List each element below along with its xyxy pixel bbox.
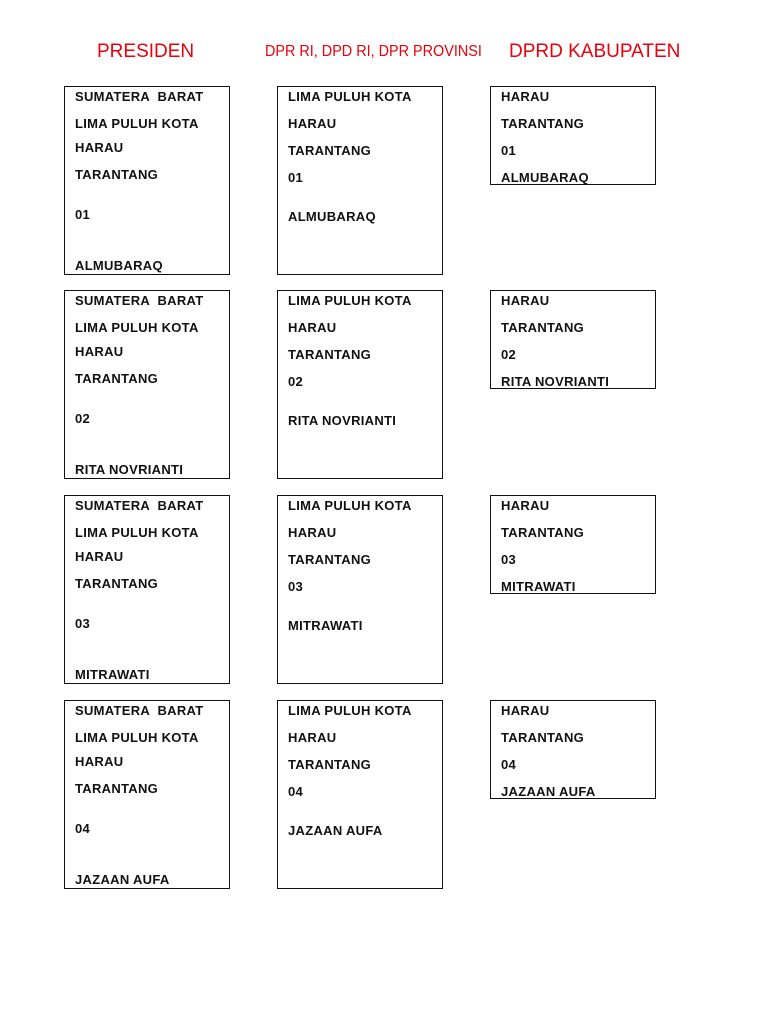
label-line: 01: [501, 143, 517, 158]
column-heading-dprd: DPRD KABUPATEN: [509, 41, 681, 62]
label-line: TARANTANG: [288, 757, 372, 772]
label-line: ALMUBARAQ: [288, 209, 376, 224]
label-line: JAZAAN AUFA: [75, 872, 170, 887]
label-line: TARANTANG: [501, 525, 585, 540]
label-line: RITA NOVRIANTI: [288, 413, 397, 428]
label-line: ALMUBARAQ: [75, 258, 163, 273]
label-line: 03: [75, 616, 91, 631]
label-line: 03: [288, 579, 304, 594]
label-line: TARANTANG: [501, 320, 585, 335]
label-line: TARANTANG: [75, 781, 159, 796]
label-line: LIMA PULUH KOTA: [288, 703, 412, 718]
label-line: HARAU: [288, 116, 337, 131]
label-box-dprd-3: [490, 495, 656, 594]
label-box-dpr-4: [277, 700, 443, 889]
label-line: SUMATERA BARAT: [75, 498, 204, 513]
label-line: 02: [75, 411, 91, 426]
label-box-dpr-2: [277, 290, 443, 479]
label-line: JAZAAN AUFA: [501, 784, 596, 799]
label-line: ALMUBARAQ: [501, 170, 589, 185]
label-box-dprd-4: [490, 700, 656, 799]
label-line: HARAU: [288, 320, 337, 335]
label-line: TARANTANG: [501, 730, 585, 745]
label-line: RITA NOVRIANTI: [501, 374, 610, 389]
label-line: RITA NOVRIANTI: [75, 462, 184, 477]
label-box-dprd-2: [490, 290, 656, 389]
label-line: 04: [501, 757, 517, 772]
label-line: HARAU: [75, 549, 124, 564]
label-line: 03: [501, 552, 517, 567]
label-line: TARANTANG: [75, 167, 159, 182]
column-heading-dpr: DPR RI, DPD RI, DPR PROVINSI: [265, 43, 482, 60]
label-line: 01: [75, 207, 91, 222]
label-line: HARAU: [75, 754, 124, 769]
label-line: LIMA PULUH KOTA: [288, 89, 412, 104]
label-line: SUMATERA BARAT: [75, 293, 204, 308]
label-line: 04: [75, 821, 91, 836]
label-line: LIMA PULUH KOTA: [75, 116, 199, 131]
label-line: SUMATERA BARAT: [75, 703, 204, 718]
label-line: 02: [288, 374, 304, 389]
label-line: MITRAWATI: [501, 579, 576, 594]
label-box-presiden-1: [64, 86, 230, 275]
label-box-presiden-4: [64, 700, 230, 889]
label-line: LIMA PULUH KOTA: [288, 498, 412, 513]
label-box-dpr-3: [277, 495, 443, 684]
label-line: HARAU: [288, 730, 337, 745]
label-line: HARAU: [75, 344, 124, 359]
label-line: HARAU: [501, 498, 550, 513]
label-line: JAZAAN AUFA: [288, 823, 383, 838]
label-line: MITRAWATI: [75, 667, 150, 682]
label-line: MITRAWATI: [288, 618, 363, 633]
label-line: LIMA PULUH KOTA: [75, 525, 199, 540]
label-box-presiden-3: [64, 495, 230, 684]
label-line: SUMATERA BARAT: [75, 89, 204, 104]
label-line: LIMA PULUH KOTA: [75, 730, 199, 745]
label-line: HARAU: [501, 703, 550, 718]
label-line: 04: [288, 784, 304, 799]
label-line: TARANTANG: [75, 371, 159, 386]
label-line: TARANTANG: [288, 143, 372, 158]
column-heading-presiden: PRESIDEN: [97, 41, 195, 62]
label-line: TARANTANG: [75, 576, 159, 591]
label-box-dpr-1: [277, 86, 443, 275]
label-line: TARANTANG: [501, 116, 585, 131]
label-line: HARAU: [501, 89, 550, 104]
label-line: 01: [288, 170, 304, 185]
label-line: TARANTANG: [288, 347, 372, 362]
label-line: 02: [501, 347, 517, 362]
label-box-dprd-1: [490, 86, 656, 185]
label-line: LIMA PULUH KOTA: [75, 320, 199, 335]
label-line: HARAU: [75, 140, 124, 155]
label-box-presiden-2: [64, 290, 230, 479]
label-line: HARAU: [501, 293, 550, 308]
label-line: HARAU: [288, 525, 337, 540]
label-line: LIMA PULUH KOTA: [288, 293, 412, 308]
label-line: TARANTANG: [288, 552, 372, 567]
